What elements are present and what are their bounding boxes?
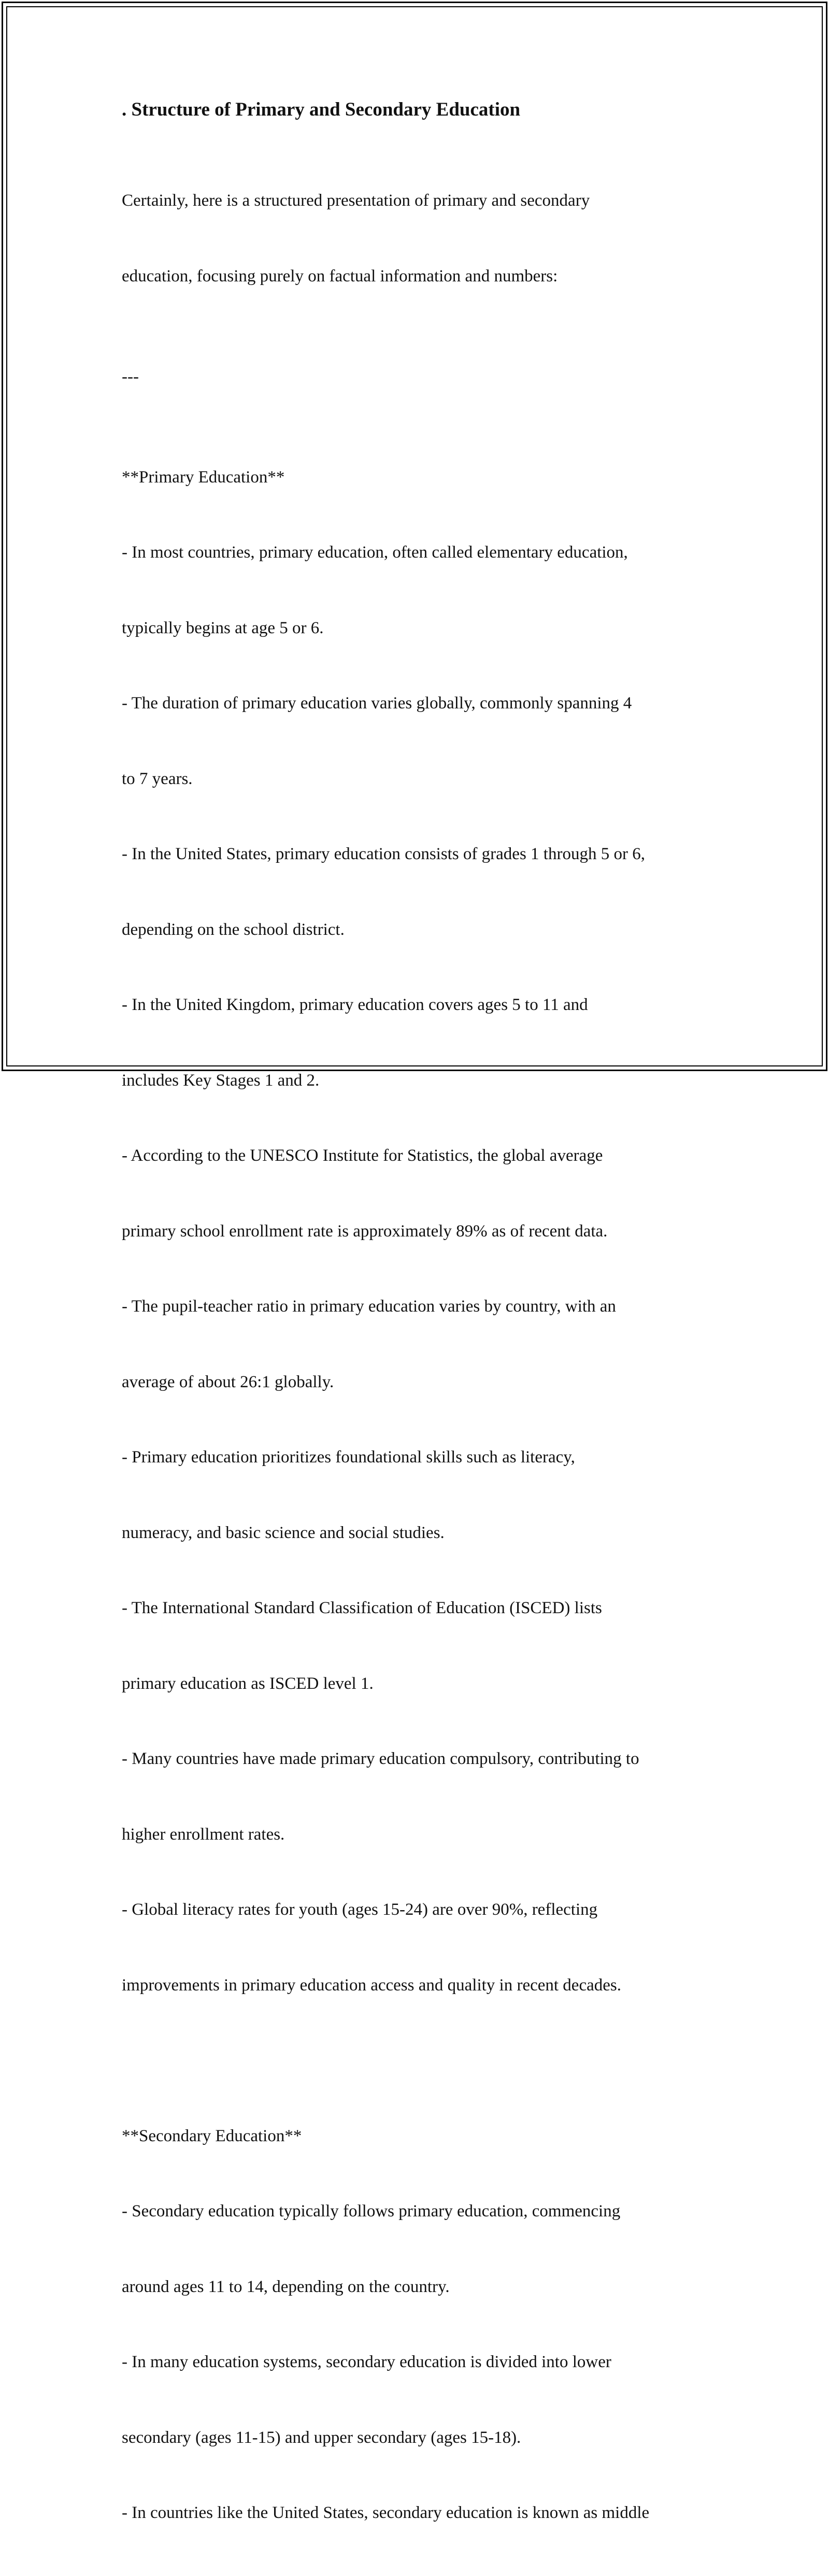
section-heading-secondary: **Secondary Education** bbox=[122, 2126, 302, 2145]
primary-education-section bbox=[122, 415, 718, 2048]
primary-line: - The pupil-teacher ratio in primary education varies by country, with an bbox=[122, 1297, 616, 1316]
section-heading-primary: **Primary Education** bbox=[122, 467, 285, 487]
primary-line: - The duration of primary education varies globally, commonly spanning 4 bbox=[122, 694, 632, 713]
secondary-education-section bbox=[122, 2073, 718, 2576]
primary-line: includes Key Stages 1 and 2. bbox=[122, 1071, 320, 1090]
separator: --- bbox=[122, 367, 139, 386]
secondary-line: around ages 11 to 14, depending on the country. bbox=[122, 2277, 450, 2296]
primary-line: typically begins at age 5 or 6. bbox=[122, 618, 324, 637]
primary-line: primary school enrollment rate is approximately 89% as of recent data. bbox=[122, 1221, 608, 1241]
intro-paragraph bbox=[122, 138, 718, 339]
primary-line: - In most countries, primary education, often called elementary education, bbox=[122, 543, 628, 562]
secondary-line: secondary (ages 11-15) and upper secondary (ages 15-18). bbox=[122, 2428, 521, 2447]
primary-line: - Global literacy rates for youth (ages 15-24) are over 90%, reflecting bbox=[122, 1900, 598, 1919]
primary-line: - Primary education prioritizes foundational skills such as literacy, bbox=[122, 1448, 575, 1467]
intro-line: education, focusing purely on factual information and numbers: bbox=[122, 266, 558, 286]
primary-line: - In the United States, primary education consists of grades 1 through 5 or 6, bbox=[122, 845, 645, 863]
document-title: . Structure of Primary and Secondary Education bbox=[122, 99, 521, 120]
primary-line: - Many countries have made primary education compulsory, contributing to bbox=[122, 1749, 639, 1768]
primary-line: - According to the UNESCO Institute for Statistics, the global average bbox=[122, 1146, 603, 1165]
primary-line: - The International Standard Classification of Education (ISCED) lists bbox=[122, 1599, 602, 1617]
primary-line: to 7 years. bbox=[122, 769, 193, 788]
primary-line: numeracy, and basic science and social studies. bbox=[122, 1523, 445, 1542]
primary-line: primary education as ISCED level 1. bbox=[122, 1674, 374, 1693]
primary-line: - In the United Kingdom, primary education covers ages 5 to 11 and bbox=[122, 995, 588, 1014]
intro-line: Certainly, here is a structured presentation of primary and secondary bbox=[122, 191, 590, 210]
document-body bbox=[122, 96, 718, 2576]
primary-line: depending on the school district. bbox=[122, 920, 345, 939]
secondary-line: - In many education systems, secondary education is divided into lower bbox=[122, 2353, 611, 2371]
secondary-line: - Secondary education typically follows primary education, commencing bbox=[122, 2202, 621, 2221]
primary-line: improvements in primary education access and quality in recent decades. bbox=[122, 1975, 621, 1995]
primary-line: higher enrollment rates. bbox=[122, 1825, 285, 1844]
secondary-line: - In countries like the United States, secondary education is known as middle bbox=[122, 2503, 650, 2522]
primary-line: average of about 26:1 globally. bbox=[122, 1372, 334, 1391]
